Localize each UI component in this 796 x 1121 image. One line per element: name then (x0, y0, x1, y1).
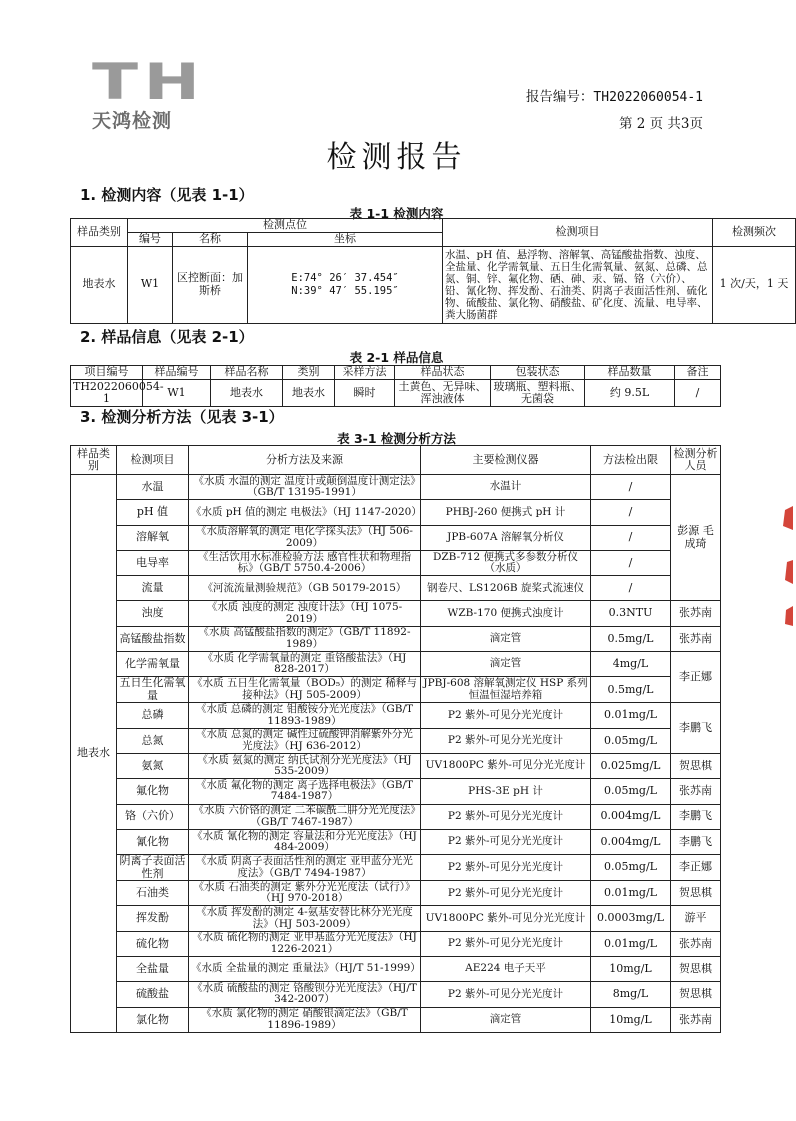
t3-analyst: 游平 (671, 906, 721, 931)
t1-coord-n: N:39° 47′ 55.195″ (291, 284, 399, 297)
t3-instrument: 滴定管 (421, 1007, 591, 1032)
report-no-label: 报告编号： (525, 89, 594, 105)
t3-method: 《河流流量测验规范》（GB 50179-2015） (189, 576, 421, 601)
t3-analyst: 张苏南 (671, 931, 721, 956)
table-row (71, 881, 721, 906)
t3-instrument: P2 紫外-可见分光光度计 (421, 855, 591, 881)
t3-analyst: 张苏南 (671, 1007, 721, 1032)
t3-item: 高锰酸盐指数 (117, 626, 189, 651)
table-1-test-content (70, 218, 796, 324)
t3-method: 《水质 化学需氧量的测定 重铬酸盐法》（HJ 828-2017） (189, 652, 421, 677)
t3-limit: 0.5mg/L (591, 677, 671, 703)
t2-cell: / (675, 380, 721, 407)
t3-item: 氨氮 (117, 753, 189, 778)
table-row (71, 829, 721, 854)
t3-instrument: P2 紫外-可见分光光度计 (421, 931, 591, 956)
t1-coord-e: E:74° 26′ 37.454″ (291, 272, 399, 284)
t3-limit: 0.05mg/L (591, 779, 671, 804)
t3-instrument: PHS-3E pH 计 (421, 779, 591, 804)
t2-header-cell: 备注 (675, 366, 721, 380)
t3-limit: 0.01mg/L (591, 931, 671, 956)
t3-analyst: 张苏南 (671, 601, 721, 626)
t3-method: 《水质 硫化物的测定 亚甲基蓝分光光度法》（HJ 1226-2021） (189, 931, 421, 956)
t3-method: 《水质 总氮的测定 碱性过硫酸钾消解紫外分光光度法》（HJ 636-2012） (189, 728, 421, 753)
t1-type: 地表水 (71, 246, 128, 323)
page-title: 检测报告 (326, 140, 467, 175)
t1-h-items: 检测项目 (443, 219, 713, 247)
t3-limit: 10mg/L (591, 1007, 671, 1032)
t3-limit: / (591, 475, 671, 500)
report-no: TH2022060054-1 (593, 90, 703, 105)
table-2-caption: 表 2-1 样品信息 (349, 350, 444, 365)
t2-cell: 约 9.5L (585, 380, 675, 407)
table-row (71, 475, 721, 500)
t3-analyst: 贺思棋 (671, 982, 721, 1007)
t3-item: pH 值 (117, 500, 189, 525)
t3-header-cell: 主要检测仪器 (421, 446, 591, 475)
t1-items: 水温、pH 值、悬浮物、溶解氧、高锰酸盐指数、浊度、全盐量、化学需氧量、五日生化需氧量、氨氮、总磷、总氮、铜、锌、氟化物、硒、砷、汞、镉、铬（六价）、铅、氰化物、挥发酚、石油类、阴离子表面活性剂、硫化物、硫酸盐、氯化物、硝酸盐、矿化度、流量、电导率、粪大肠菌群 (443, 246, 713, 323)
t3-method: 《水质 pH 值的测定 电极法》（HJ 1147-2020） (189, 500, 421, 525)
t2-cell: W1 (143, 380, 211, 407)
t3-instrument: 滴定管 (421, 652, 591, 677)
t3-item: 全盐量 (117, 957, 189, 982)
t3-item: 阴离子表面活性剂 (117, 855, 189, 881)
t3-limit: 0.025mg/L (591, 753, 671, 778)
table-2-sample-info (70, 365, 721, 407)
t3-instrument: JPBJ-608 溶解氧测定仪 HSP 系列 恒温恒湿培养箱 (421, 677, 591, 703)
table-row (71, 576, 721, 601)
t3-limit: 0.01mg/L (591, 703, 671, 728)
t3-item: 化学需氧量 (117, 652, 189, 677)
t3-item: 电导率 (117, 550, 189, 575)
t3-limit: 8mg/L (591, 982, 671, 1007)
t3-limit: 0.004mg/L (591, 829, 671, 854)
t3-instrument: P2 紫外-可见分光光度计 (421, 728, 591, 753)
t3-method: 《水质 氯化物的测定 硝酸银滴定法》（GB/T 11896-1989） (189, 1007, 421, 1032)
table-row (71, 804, 721, 829)
t1-h-coord: 坐标 (248, 233, 443, 247)
edge-stamp-fragment (779, 500, 793, 630)
table-row (71, 753, 721, 778)
t3-analyst: 彭源 毛成琦 (671, 475, 721, 601)
t1-no: W1 (128, 246, 173, 323)
logo-text: 天鸿检测 (92, 110, 173, 132)
t3-item: 水温 (117, 475, 189, 500)
t3-instrument: P2 紫外-可见分光光度计 (421, 829, 591, 854)
t3-instrument: P2 紫外-可见分光光度计 (421, 881, 591, 906)
t3-limit: / (591, 576, 671, 601)
table-row (71, 601, 721, 626)
t3-instrument: P2 紫外-可见分光光度计 (421, 703, 591, 728)
t3-limit: 0.004mg/L (591, 804, 671, 829)
t3-header-cell: 分析方法及来源 (189, 446, 421, 475)
t2-cell: 瞬时 (335, 380, 395, 407)
t3-instrument: UV1800PC 紫外-可见分光光度计 (421, 753, 591, 778)
t3-method: 《水质 氟化物的测定 离子选择电极法》（GB/T 7484-1987） (189, 779, 421, 804)
t3-method: 《水质 六价铬的测定 二苯碳酰二肼分光光度法》（GB/T 7467-1987） (189, 804, 421, 829)
t3-method: 《水质 石油类的测定 紫外分光光度法（试行）》（HJ 970-2018） (189, 881, 421, 906)
t3-limit: / (591, 550, 671, 575)
t3-instrument: UV1800PC 紫外-可见分光光度计 (421, 906, 591, 931)
t3-analyst: 贺思棋 (671, 753, 721, 778)
t3-method: 《水质 氰化物的测定 容量法和分光光度法》（HJ 484-2009） (189, 829, 421, 854)
t2-cell: 玻璃瓶、塑料瓶、无菌袋 (491, 380, 585, 407)
t3-method: 《水质 水温的测定 温度计或颠倒温度计测定法》（GB/T 13195-1991） (189, 475, 421, 500)
t3-limit: / (591, 500, 671, 525)
t3-limit: / (591, 525, 671, 550)
table-row (71, 957, 721, 982)
t3-limit: 0.3NTU (591, 601, 671, 626)
t3-limit: 0.05mg/L (591, 728, 671, 753)
report-header (526, 84, 703, 138)
t1-h-point: 检测点位 (128, 219, 443, 233)
section-1-heading: 1. 检测内容（见表 1-1） (80, 186, 254, 204)
t1-h-no: 编号 (128, 233, 173, 247)
t2-header-cell: 样品数量 (585, 366, 675, 380)
t3-analyst: 李正娜 (671, 855, 721, 881)
logo-mark: TH (92, 53, 206, 111)
table-row (71, 652, 721, 677)
t3-method: 《水质 硫酸盐的测定 铬酸钡分光光度法》（HJ/T 342-2007） (189, 982, 421, 1007)
t3-header-cell: 检测项目 (117, 446, 189, 475)
t2-cell: 地表水 (283, 380, 335, 407)
t3-header-cell: 方法检出限 (591, 446, 671, 475)
t1-h-name: 名称 (173, 233, 248, 247)
t1-freq: 1 次/天，1 天 (713, 246, 796, 323)
t3-instrument: P2 紫外-可见分光光度计 (421, 982, 591, 1007)
t1-name: 区控断面：加斯桥 (173, 246, 248, 323)
t3-limit: 0.0003mg/L (591, 906, 671, 931)
t2-header-cell: 采样方法 (335, 366, 395, 380)
t3-item: 氯化物 (117, 1007, 189, 1032)
t2-cell: 土黄色、无异味、浑浊液体 (395, 380, 491, 407)
t3-item: 流量 (117, 576, 189, 601)
table-row (71, 906, 721, 931)
t1-h-freq: 检测频次 (713, 219, 796, 247)
t3-item: 总磷 (117, 703, 189, 728)
t3-method: 《生活饮用水标准检验方法 感官性状和物理指标》（GB/T 5750.4-2006） (189, 550, 421, 575)
t3-analyst: 李鹏飞 (671, 703, 721, 754)
section-3-heading: 3. 检测分析方法（见表 3-1） (80, 408, 284, 426)
t2-cell: TH2022060054-1 (71, 380, 143, 407)
t3-analyst: 张苏南 (671, 626, 721, 651)
t1-h-type: 样品类别 (71, 219, 128, 247)
t3-item: 总氮 (117, 728, 189, 753)
t3-instrument: PHBJ-260 便携式 pH 计 (421, 500, 591, 525)
t3-item: 石油类 (117, 881, 189, 906)
t3-item: 溶解氧 (117, 525, 189, 550)
table-row (71, 677, 721, 703)
t3-method: 《水质 全盐量的测定 重量法》（HJ/T 51-1999） (189, 957, 421, 982)
page-number: 第 2 页 共3页 (618, 116, 703, 132)
table-row (71, 728, 721, 753)
t3-instrument: WZB-170 便携式浊度计 (421, 601, 591, 626)
table-3-analysis-methods (70, 445, 721, 1033)
t3-method: 《水质 浊度的测定 浊度计法》（HJ 1075-2019） (189, 601, 421, 626)
t3-instrument: 钢卷尺、LS1206B 旋桨式流速仪 (421, 576, 591, 601)
t2-header-cell: 样品编号 (143, 366, 211, 380)
t2-header-cell: 样品名称 (211, 366, 283, 380)
t3-item: 浊度 (117, 601, 189, 626)
t3-item: 硫酸盐 (117, 982, 189, 1007)
t3-limit: 0.5mg/L (591, 626, 671, 651)
t3-item: 氟化物 (117, 779, 189, 804)
company-logo (92, 53, 212, 133)
t3-instrument: 滴定管 (421, 626, 591, 651)
t3-limit: 0.05mg/L (591, 855, 671, 881)
table-row (71, 855, 721, 881)
t3-limit: 0.01mg/L (591, 881, 671, 906)
t3-analyst: 李正娜 (671, 652, 721, 703)
t3-instrument: 水温计 (421, 475, 591, 500)
t3-instrument: DZB-712 便携式多参数分析仪（水质） (421, 550, 591, 575)
t3-item: 硫化物 (117, 931, 189, 956)
t3-header-cell: 样品类别 (71, 446, 117, 475)
t3-item: 五日生化需氧量 (117, 677, 189, 703)
t3-method: 《水质 总磷的测定 钼酸铵分光光度法》（GB/T 11893-1989） (189, 703, 421, 728)
t3-header-cell: 检测分析人员 (671, 446, 721, 475)
t3-method: 《水质 高锰酸盐指数的测定》（GB/T 11892-1989） (189, 626, 421, 651)
t3-item: 氰化物 (117, 829, 189, 854)
table-row (71, 982, 721, 1007)
t3-instrument: P2 紫外-可见分光光度计 (421, 804, 591, 829)
table-row (71, 703, 721, 728)
t3-instrument: AE224 电子天平 (421, 957, 591, 982)
t3-method: 《水质 五日生化需氧量（BOD₅）的测定 稀释与接种法》（HJ 505-2009） (189, 677, 421, 703)
table-row (71, 500, 721, 525)
t1-coord (248, 246, 443, 323)
t3-limit: 4mg/L (591, 652, 671, 677)
t3-item: 铬（六价） (117, 804, 189, 829)
section-2-heading: 2. 样品信息（见表 2-1） (80, 328, 254, 346)
t3-analyst: 李鹏飞 (671, 829, 721, 854)
table-row (71, 550, 721, 575)
table-1-caption: 表 1-1 检测内容 (349, 206, 444, 221)
table-row (71, 525, 721, 550)
t2-header-cell: 包装状态 (491, 366, 585, 380)
table-row (71, 626, 721, 651)
t2-header-cell: 类别 (283, 366, 335, 380)
t3-method: 《水质溶解氧的测定 电化学探头法》（HJ 506-2009） (189, 525, 421, 550)
table-3-caption: 表 3-1 检测分析方法 (337, 431, 456, 446)
t3-analyst: 贺思棋 (671, 957, 721, 982)
t2-header-cell: 样品状态 (395, 366, 491, 380)
table-row (71, 931, 721, 956)
t3-instrument: JPB-607A 溶解氧分析仪 (421, 525, 591, 550)
t3-method: 《水质 氨氮的测定 纳氏试剂分光光度法》（HJ 535-2009） (189, 753, 421, 778)
t3-analyst: 张苏南 (671, 779, 721, 804)
table-row (71, 779, 721, 804)
t3-limit: 10mg/L (591, 957, 671, 982)
t3-analyst: 李鹏飞 (671, 804, 721, 829)
t3-item: 挥发酚 (117, 906, 189, 931)
table-row (71, 1007, 721, 1032)
t3-method: 《水质 挥发酚的测定 4-氨基安替比林分光光度法》（HJ 503-2009） (189, 906, 421, 931)
t2-header-cell: 项目编号 (71, 366, 143, 380)
t2-cell: 地表水 (211, 380, 283, 407)
t3-method: 《水质 阴离子表面活性剂的测定 亚甲蓝分光光度法》（GB/T 7494-1987） (189, 855, 421, 881)
t3-sample-type: 地表水 (71, 475, 117, 1033)
t3-analyst: 贺思棋 (671, 881, 721, 906)
